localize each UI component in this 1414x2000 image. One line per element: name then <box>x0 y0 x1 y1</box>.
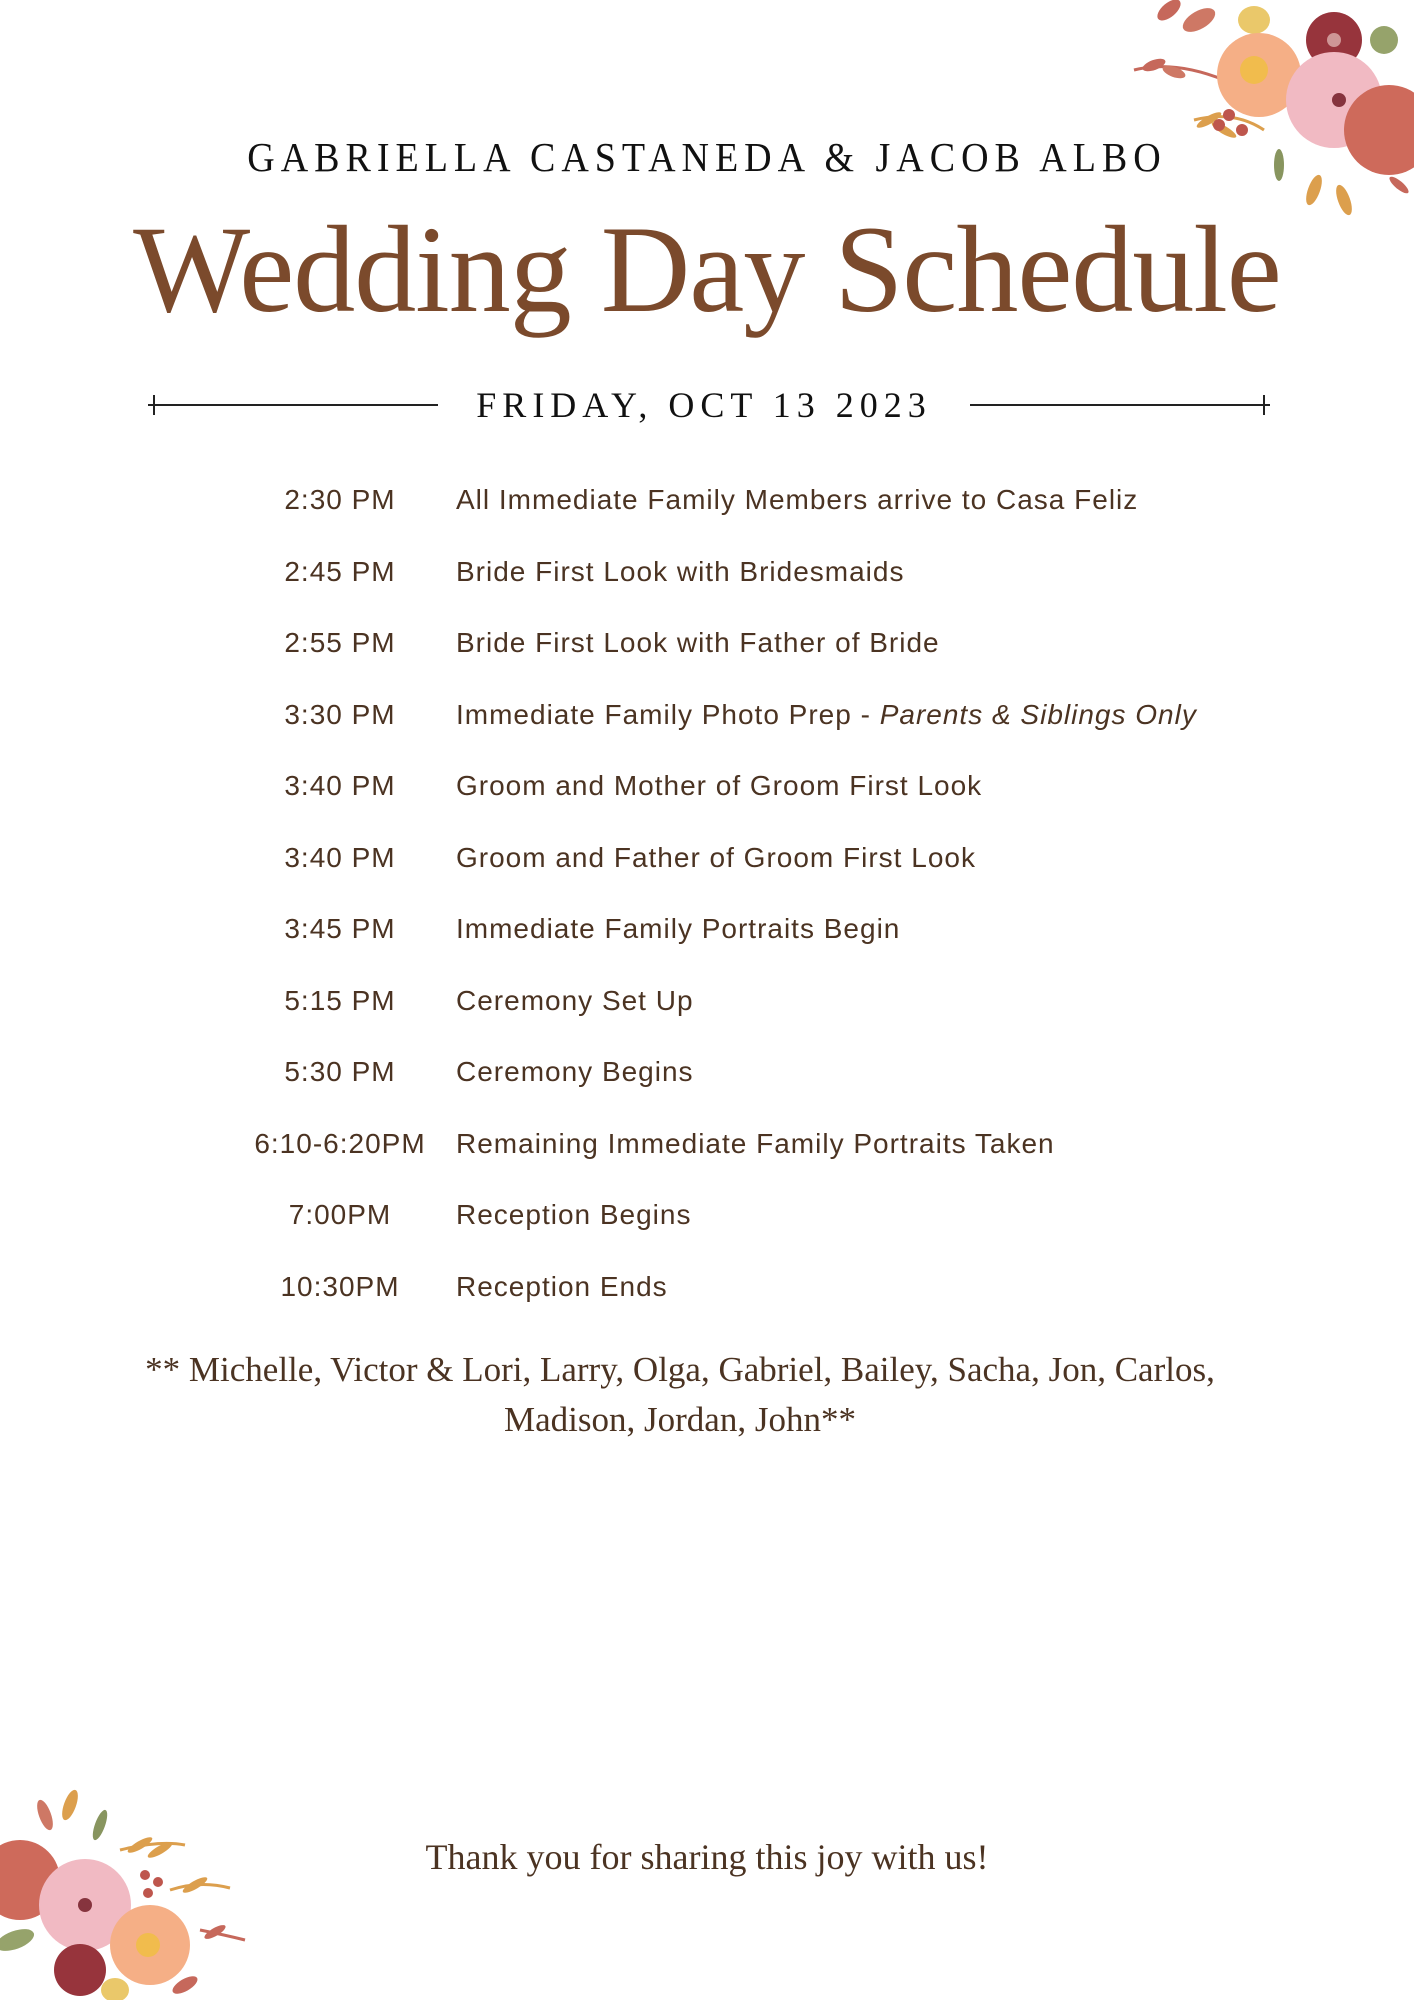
schedule-event: Ceremony Set Up <box>456 984 694 1016</box>
schedule-event: Groom and Father of Groom First Look <box>456 841 976 873</box>
schedule-row <box>0 544 1414 616</box>
schedule-event: Immediate Family Photo Prep - Parents & Siblings Only <box>456 698 1197 730</box>
schedule-time: 6:10-6:20PM <box>254 1127 426 1159</box>
schedule-event-note: Parents & Siblings Only <box>879 698 1197 730</box>
family-note-line-1: ** Michelle, Victor & Lori, Larry, Olga, Gabriel, Bailey, Sacha, Jon, Carlos, <box>145 1350 1215 1389</box>
schedule-time: 5:30 PM <box>284 1056 396 1087</box>
schedule-time: 3:40 PM <box>284 841 396 873</box>
schedule-row <box>0 472 1414 544</box>
schedule-row <box>0 1187 1414 1259</box>
schedule-event: Groom and Mother of Groom First Look <box>456 770 983 801</box>
divider-line-right <box>970 404 1270 406</box>
schedule-event: Bride First Look with Father of Bride <box>456 627 940 658</box>
schedule-row <box>0 615 1414 687</box>
schedule-event: Immediate Family Portraits Begin <box>456 913 901 944</box>
page-title: Wedding Day Schedule <box>133 201 1281 338</box>
floral-decoration-bottom-left-icon <box>0 1760 260 2000</box>
schedule-time: 10:30PM <box>280 1270 400 1302</box>
schedule-event: Ceremony Begins <box>456 1056 694 1087</box>
schedule-row <box>0 1259 1414 1331</box>
floral-decoration-top-right-icon <box>1114 0 1414 220</box>
schedule-time: 3:30 PM <box>284 698 396 730</box>
family-note-line-2: Madison, Jordan, John** <box>504 1400 856 1439</box>
schedule-time: 2:45 PM <box>284 555 396 587</box>
schedule-row <box>0 687 1414 759</box>
event-date: FRIDAY, OCT 13 2023 <box>476 385 932 425</box>
schedule-row <box>0 758 1414 830</box>
schedule-row <box>0 830 1414 902</box>
schedule-time: 7:00PM <box>288 1199 392 1230</box>
schedule-event: Bride First Look with Bridesmaids <box>456 555 905 587</box>
schedule-row <box>0 901 1414 973</box>
schedule-time: 2:55 PM <box>284 627 396 658</box>
family-members-note <box>90 1345 1270 1445</box>
schedule-event: Remaining Immediate Family Portraits Taken <box>456 1127 1055 1159</box>
schedule-list <box>0 472 1414 1330</box>
schedule-time: 3:45 PM <box>284 913 396 944</box>
schedule-row <box>0 1116 1414 1188</box>
schedule-time: 5:15 PM <box>284 984 396 1016</box>
schedule-event: All Immediate Family Members arrive to Casa Feliz <box>456 484 1139 515</box>
divider-line-left <box>148 404 438 406</box>
schedule-time: 3:40 PM <box>284 770 396 801</box>
schedule-event: Reception Ends <box>456 1270 668 1302</box>
schedule-row <box>0 1044 1414 1116</box>
schedule-row <box>0 973 1414 1045</box>
schedule-time: 2:30 PM <box>284 484 396 515</box>
couple-names: GABRIELLA CASTANEDA & JACOB ALBO <box>247 135 1167 181</box>
date-divider <box>148 380 1270 430</box>
schedule-event: Reception Begins <box>456 1199 692 1230</box>
thank-you-message: Thank you for sharing this joy with us! <box>425 1837 989 1877</box>
